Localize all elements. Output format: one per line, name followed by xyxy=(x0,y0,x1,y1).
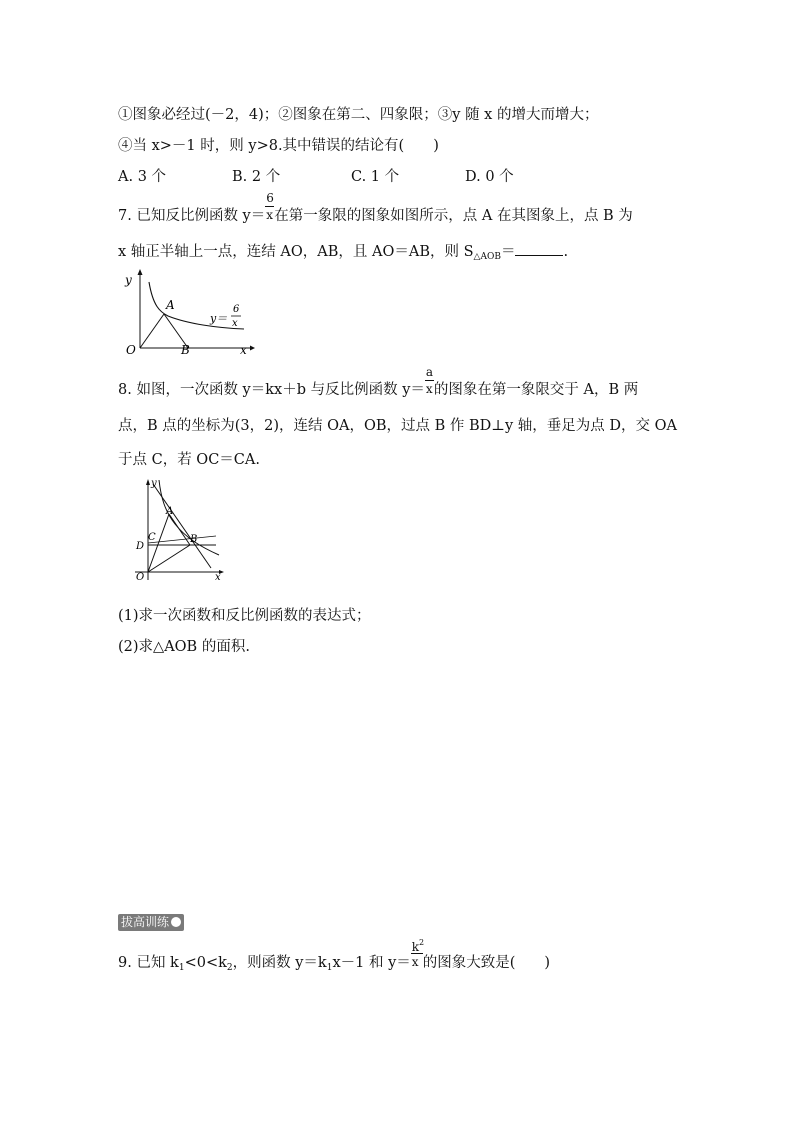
q8-text-pre: 8. 如图，一次函数 y＝kx＋b 与反比例函数 y＝ xyxy=(118,382,425,398)
q9-sub-3: 1 xyxy=(326,963,333,973)
q9-fraction xyxy=(411,938,425,969)
q7-fig-b-label: B xyxy=(181,343,190,357)
q6-option-c: C. 1 个 xyxy=(351,169,400,185)
q8-fig-d-label: D xyxy=(136,541,145,552)
q7-line2-end: . xyxy=(563,244,569,260)
q8-fig-o-label: O xyxy=(136,572,145,583)
q8-fig-c-label: C xyxy=(148,532,156,543)
q7-fig-o-label: O xyxy=(126,343,136,357)
q8-frac-den: x xyxy=(425,382,433,396)
q8-fig-y-label: y xyxy=(151,478,157,489)
q9-mid-1: <0<k xyxy=(184,955,227,971)
q8-line-2: 点，B 点的坐标为(3，2)，连结 OA，OB，过点 B 作 BD⊥y 轴，垂足为点 D，交 OA xyxy=(118,418,677,434)
q8-line-1 xyxy=(118,365,639,399)
q7-fig-curve-label: y＝ xyxy=(210,312,228,325)
q6-option-d: D. 0 个 xyxy=(465,169,514,185)
badge-dot-icon xyxy=(171,917,181,927)
q7-frac-den: x xyxy=(266,208,274,222)
q8-figure xyxy=(131,476,231,586)
q7-fig-y-label: y xyxy=(125,273,132,287)
q7-fig-x-label: x xyxy=(240,343,247,357)
q7-line2-eq: ＝ xyxy=(500,244,516,260)
q9-pre: 9. 已知 k xyxy=(118,955,179,971)
q9-mid-2: ，则函数 y＝k xyxy=(232,955,327,971)
q9-frac-k: k xyxy=(411,940,420,954)
q7-line2-pre: x 轴正半轴上一点，连结 AO，AB，且 AO＝AB，则 S xyxy=(118,244,474,260)
q7-fraction xyxy=(265,191,274,222)
q8-part-1: (1)求一次函数和反比例函数的表达式； xyxy=(118,608,371,624)
q8-fraction xyxy=(425,365,434,396)
q9-line xyxy=(118,938,551,973)
q8-fig-a-label: A xyxy=(166,506,174,517)
q7-text-pre: 7. 已知反比例函数 y＝ xyxy=(118,208,266,224)
q7-frac-num: 6 xyxy=(266,191,274,205)
q6-statement-4-line: ④当 x>－1 时，则 y>8.其中错误的结论有( ) xyxy=(118,138,439,154)
q7-text-post: 在第一象限的图象如图所示，点 A 在其图象上，点 B 为 xyxy=(274,208,633,224)
q8-fig-b-label: B xyxy=(190,534,198,545)
q7-line-2 xyxy=(118,240,568,262)
q7-figure xyxy=(118,266,258,360)
q6-option-b: B. 2 个 xyxy=(232,169,281,185)
q9-frac-den: x xyxy=(411,955,419,969)
q7-answer-blank[interactable] xyxy=(515,243,563,256)
q8-part-2: (2)求△AOB 的面积. xyxy=(118,639,250,655)
q9-sub-1: 1 xyxy=(178,963,185,973)
q9-mid-3: x－1 和 y＝ xyxy=(332,955,411,971)
q7-fig-a-label: A xyxy=(166,298,175,312)
q8-line-3: 于点 C，若 OC＝CA. xyxy=(118,452,260,468)
q8-frac-num: a xyxy=(425,365,434,379)
section-badge xyxy=(118,914,184,931)
q8-fig-x-label: x xyxy=(215,572,221,583)
q9-post: 的图象大致是( ) xyxy=(422,955,551,971)
q8-text-post: 的图象在第一象限交于 A，B 两 xyxy=(433,382,639,398)
q9-frac-sup: 2 xyxy=(419,938,425,947)
q9-frac-num xyxy=(412,938,424,954)
section-badge-label: 拔高训练 xyxy=(121,915,170,929)
q6-statements-line: ①图象必经过(－2，4)；②图象在第二、四象限；③y 随 x 的增大而增大； xyxy=(118,107,599,123)
q7-fig-curve-den: x xyxy=(232,318,238,329)
q6-option-a: A. 3 个 xyxy=(118,169,167,185)
q7-fig-curve-num: 6 xyxy=(233,304,240,315)
q7-line-1 xyxy=(118,191,633,225)
q7-area-subscript: △AOB xyxy=(473,252,501,262)
q9-sub-2: 2 xyxy=(226,963,233,973)
